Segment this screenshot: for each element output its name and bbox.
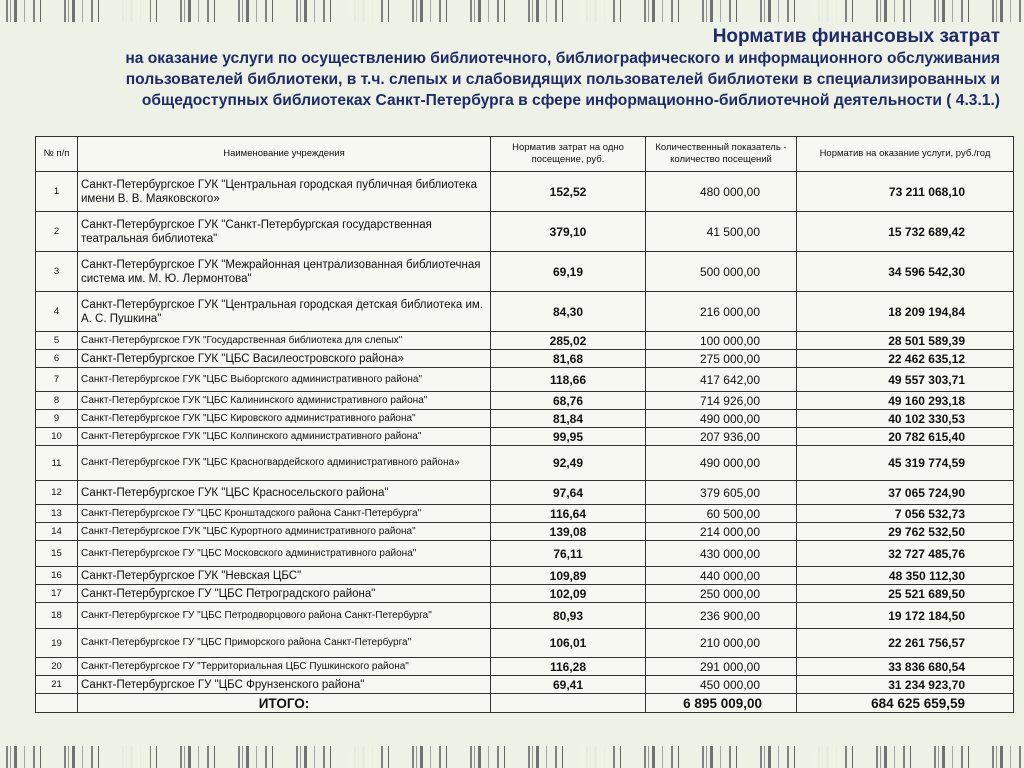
cost-per-visit: 285,02	[491, 332, 646, 350]
row-number: 20	[36, 658, 78, 676]
visit-count: 714 926,00	[646, 392, 797, 410]
visit-count: 440 000,00	[646, 567, 797, 585]
annual-norm: 34 596 542,30	[797, 252, 1014, 292]
visit-count: 490 000,00	[646, 410, 797, 428]
annual-norm: 73 211 068,10	[797, 172, 1014, 212]
row-number: 21	[36, 676, 78, 694]
annual-norm: 18 209 194,84	[797, 292, 1014, 332]
visit-count: 430 000,00	[646, 541, 797, 567]
visit-count: 500 000,00	[646, 252, 797, 292]
cost-per-visit: 69,41	[491, 676, 646, 694]
institution-name: Санкт-Петербургское ГУК "ЦБС Красносельского района"	[78, 481, 491, 505]
cost-per-visit: 80,93	[491, 603, 646, 629]
annual-norm: 49 160 293,18	[797, 392, 1014, 410]
visit-count: 450 000,00	[646, 676, 797, 694]
header-norm: Норматив затрат на одно посещение, руб.	[491, 137, 646, 172]
table-row	[36, 629, 1014, 658]
cost-per-visit: 76,11	[491, 541, 646, 567]
table-row	[36, 481, 1014, 505]
row-number: 16	[36, 567, 78, 585]
visit-count: 291 000,00	[646, 658, 797, 676]
cost-per-visit: 102,09	[491, 585, 646, 603]
row-number: 3	[36, 252, 78, 292]
page-subtitle: на оказание услуги по осуществлению библиотечного, библиографического и информационного обслуживания пользователей библиотеки, в т.ч. слепых и слабовидящих пользователей библиотеки в специализированных и общедоступных библиотеках Санкт-Петербурга в сфере информационно-библиотечной деятельности ( 4.3.1.)	[125, 50, 1000, 109]
institution-name: Санкт-Петербургское ГУК "Невская ЦБС"	[78, 567, 491, 585]
row-number: 4	[36, 292, 78, 332]
totals-row	[36, 694, 1014, 713]
cost-per-visit: 99,95	[491, 428, 646, 446]
table-row	[36, 428, 1014, 446]
annual-norm: 33 836 680,54	[797, 658, 1014, 676]
institution-name: Санкт-Петербургское ГУ "ЦБС Петроградского района"	[78, 585, 491, 603]
annual-norm: 29 762 532,50	[797, 523, 1014, 541]
table-row	[36, 523, 1014, 541]
table-row	[36, 252, 1014, 292]
table-row	[36, 541, 1014, 567]
annual-norm: 28 501 589,39	[797, 332, 1014, 350]
annual-norm: 22 261 756,57	[797, 629, 1014, 658]
visit-count: 490 000,00	[646, 446, 797, 481]
institution-name: Санкт-Петербургское ГУК "Санкт-Петербургская государственная театральная библиотека"	[78, 212, 491, 252]
row-number: 13	[36, 505, 78, 523]
row-number: 9	[36, 410, 78, 428]
cost-per-visit: 81,84	[491, 410, 646, 428]
visit-count: 236 900,00	[646, 603, 797, 629]
institution-name: Санкт-Петербургское ГУК "ЦБС Кировского административного района"	[78, 410, 491, 428]
cost-per-visit: 69,19	[491, 252, 646, 292]
row-number: 18	[36, 603, 78, 629]
cost-per-visit: 106,01	[491, 629, 646, 658]
visit-count: 275 000,00	[646, 350, 797, 368]
header-num: № п/п	[36, 137, 78, 172]
header-total: Норматив на оказание услуги, руб./год	[797, 137, 1014, 172]
table-row	[36, 172, 1014, 212]
row-number: 19	[36, 629, 78, 658]
visit-count: 100 000,00	[646, 332, 797, 350]
cost-per-visit: 118,66	[491, 368, 646, 392]
table-row	[36, 505, 1014, 523]
table-row	[36, 350, 1014, 368]
annual-norm: 37 065 724,90	[797, 481, 1014, 505]
institution-name: Санкт-Петербургское ГУК "Центральная городская детская библиотека им. А. С. Пушкина"	[78, 292, 491, 332]
row-number: 5	[36, 332, 78, 350]
row-number: 15	[36, 541, 78, 567]
visit-count: 60 500,00	[646, 505, 797, 523]
annual-norm: 31 234 923,70	[797, 676, 1014, 694]
institution-name: Санкт-Петербургское ГУК "Межрайонная централизованная библиотечная система им. М. Ю. Лермонтова"	[78, 252, 491, 292]
cost-per-visit: 116,64	[491, 505, 646, 523]
row-number: 12	[36, 481, 78, 505]
row-number: 6	[36, 350, 78, 368]
cost-per-visit: 97,64	[491, 481, 646, 505]
annual-norm: 7 056 532,73	[797, 505, 1014, 523]
row-number: 11	[36, 446, 78, 481]
cost-per-visit: 116,28	[491, 658, 646, 676]
cost-per-visit: 152,52	[491, 172, 646, 212]
institution-name: Санкт-Петербургское ГУ "ЦБС Московского административного района"	[78, 541, 491, 567]
row-number: 17	[36, 585, 78, 603]
visit-count: 41 500,00	[646, 212, 797, 252]
table-row	[36, 567, 1014, 585]
institution-name: Санкт-Петербургское ГУК "ЦБС Выборгского административного района"	[78, 368, 491, 392]
row-number: 2	[36, 212, 78, 252]
institution-name: Санкт-Петербургское ГУ "ЦБС Приморского района Санкт-Петербурга"	[78, 629, 491, 658]
cost-norms-table	[35, 136, 1014, 713]
visit-count: 214 000,00	[646, 523, 797, 541]
institution-name: Санкт-Петербургское ГУК "Государственная библиотека для слепых"	[78, 332, 491, 350]
annual-norm: 49 557 303,71	[797, 368, 1014, 392]
cost-per-visit: 92,49	[491, 446, 646, 481]
table-row	[36, 292, 1014, 332]
totals-empty-cell	[491, 694, 646, 713]
institution-name: Санкт-Петербургское ГУ "ЦБС Фрунзенского района"	[78, 676, 491, 694]
totals-empty-cell	[36, 694, 78, 713]
annual-norm: 40 102 330,53	[797, 410, 1014, 428]
visit-count: 379 605,00	[646, 481, 797, 505]
cost-per-visit: 68,76	[491, 392, 646, 410]
institution-name: Санкт-Петербургское ГУ "ЦБС Петродворцового района Санкт-Петербурга"	[78, 603, 491, 629]
visit-count: 417 642,00	[646, 368, 797, 392]
page-title: Норматив финансовых затрат	[712, 26, 1000, 47]
table-row	[36, 603, 1014, 629]
row-number: 10	[36, 428, 78, 446]
table-row	[36, 410, 1014, 428]
cost-per-visit: 139,08	[491, 523, 646, 541]
annual-norm: 48 350 112,30	[797, 567, 1014, 585]
table-row	[36, 658, 1014, 676]
visit-count: 480 000,00	[646, 172, 797, 212]
totals-label: ИТОГО:	[78, 694, 491, 713]
annual-norm: 19 172 184,50	[797, 603, 1014, 629]
annual-norm: 20 782 615,40	[797, 428, 1014, 446]
table-row	[36, 332, 1014, 350]
annual-norm: 32 727 485,76	[797, 541, 1014, 567]
totals-qty: 6 895 009,00	[646, 694, 797, 713]
table-row	[36, 585, 1014, 603]
totals-total: 684 625 659,59	[797, 694, 1014, 713]
institution-name: Санкт-Петербургское ГУК "ЦБС Красногвардейского административного района»	[78, 446, 491, 481]
institution-name: Санкт-Петербургское ГУК "ЦБС Калининского административного района"	[78, 392, 491, 410]
row-number: 7	[36, 368, 78, 392]
institution-name: Санкт-Петербургское ГУК "ЦБС Курортного административного района"	[78, 523, 491, 541]
row-number: 1	[36, 172, 78, 212]
annual-norm: 25 521 689,50	[797, 585, 1014, 603]
visit-count: 216 000,00	[646, 292, 797, 332]
institution-name: Санкт-Петербургское ГУК "ЦБС Колпинского административного района"	[78, 428, 491, 446]
cost-per-visit: 379,10	[491, 212, 646, 252]
decorative-barcode-strip-bottom	[0, 746, 1024, 768]
institution-name: Санкт-Петербургское ГУ "ЦБС Кронштадского района Санкт-Петербурга"	[78, 505, 491, 523]
annual-norm: 22 462 635,12	[797, 350, 1014, 368]
table-row	[36, 446, 1014, 481]
table-row	[36, 392, 1014, 410]
visit-count: 210 000,00	[646, 629, 797, 658]
institution-name: Санкт-Петербургское ГУК "ЦБС Василеостровского района»	[78, 350, 491, 368]
table-row	[36, 676, 1014, 694]
row-number: 14	[36, 523, 78, 541]
cost-per-visit: 84,30	[491, 292, 646, 332]
header-qty: Количественный показатель - количество посещений	[646, 137, 797, 172]
institution-name: Санкт-Петербургское ГУК "Центральная городская публичная библиотека имени В. В. Маяковского»	[78, 172, 491, 212]
header-name: Наименование учреждения	[78, 137, 491, 172]
slide-header	[10, 26, 1000, 111]
table-header-row	[36, 137, 1014, 172]
visit-count: 207 936,00	[646, 428, 797, 446]
institution-name: Санкт-Петербургское ГУ "Территориальная ЦБС Пушкинского района"	[78, 658, 491, 676]
decorative-barcode-strip-top	[0, 0, 1024, 22]
visit-count: 250 000,00	[646, 585, 797, 603]
cost-per-visit: 109,89	[491, 567, 646, 585]
row-number: 8	[36, 392, 78, 410]
table-row	[36, 212, 1014, 252]
annual-norm: 15 732 689,42	[797, 212, 1014, 252]
cost-per-visit: 81,68	[491, 350, 646, 368]
annual-norm: 45 319 774,59	[797, 446, 1014, 481]
table-row	[36, 368, 1014, 392]
